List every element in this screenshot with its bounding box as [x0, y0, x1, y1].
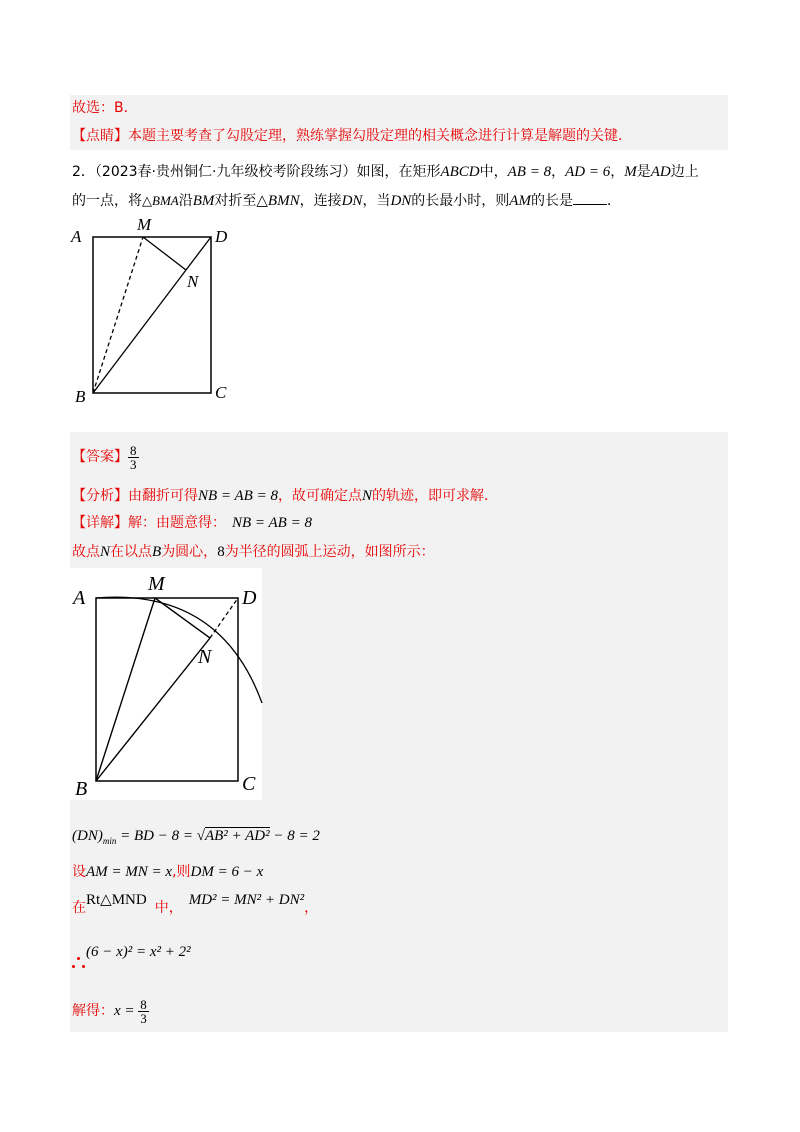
figure-2	[70, 568, 265, 800]
analysis-text: 的轨迹，即可求解．	[371, 488, 498, 504]
question-line-1	[72, 162, 699, 182]
question-text: 对折至	[214, 193, 257, 209]
question-text: ．	[606, 193, 621, 209]
math-ad-eq: AD = 6	[565, 164, 611, 180]
answer-line	[72, 440, 139, 474]
segment-bm	[93, 237, 143, 393]
question-text: ，	[551, 164, 566, 180]
locus-text: 为半径的圆弧上运动，如图所示：	[224, 544, 435, 560]
math-dn: DN	[341, 193, 363, 209]
segment-mn	[143, 237, 186, 270]
locus-text: 在以点	[110, 544, 153, 560]
set-text: 设	[72, 864, 86, 880]
comment-tag: 【点睛】	[72, 128, 128, 144]
in-text: 中，	[154, 900, 183, 916]
math-bd: = BD − 8 =	[116, 828, 197, 844]
detail-line	[72, 513, 312, 533]
solve-numerator: 8	[140, 996, 147, 1012]
math-b: B	[152, 544, 162, 560]
label-b: B	[75, 387, 86, 406]
math-n: N	[100, 544, 111, 560]
question-text: 如图，在矩形	[356, 164, 441, 180]
question-text: 的一点，将	[72, 193, 142, 209]
math-rhs: − 8 = 2	[269, 828, 320, 844]
label-n: N	[187, 272, 199, 291]
set-line	[72, 862, 263, 882]
question-text: 的长最小时，则	[411, 193, 510, 209]
detail-tag: 【详解】	[72, 515, 128, 531]
question-text: ，连接	[299, 193, 342, 209]
math-m: M	[624, 164, 637, 180]
analysis-tag: 【分析】	[72, 488, 128, 504]
math-bm: BM	[192, 193, 215, 209]
question-text: ，当	[362, 193, 391, 209]
in-text: 在	[72, 900, 86, 916]
analysis-text: ，故可确定点	[277, 488, 362, 504]
question-text: 是	[636, 164, 651, 180]
in-text: ，	[304, 900, 319, 916]
math-abcd: ABCD	[440, 164, 480, 180]
math-am: AM	[509, 193, 531, 209]
label-n: N	[198, 646, 212, 668]
therefore-line	[72, 944, 191, 972]
figure-1	[65, 210, 245, 410]
math-pythag: MD² = MN² + DN²	[188, 892, 305, 908]
math-tri-bma: △BMA	[142, 193, 179, 208]
math-8: 8	[217, 544, 225, 560]
label-b: B	[75, 778, 88, 800]
previous-answer-line: 故选：B．	[72, 100, 138, 116]
set-text: ,则	[172, 864, 191, 880]
label-d: D	[215, 227, 228, 246]
label-a: A	[73, 587, 86, 609]
math-radicand: AB² + AD²	[204, 828, 270, 844]
math-n: N	[361, 488, 372, 504]
math-dm-eq: DM = 6 − x	[190, 864, 264, 880]
math-ad: AD	[650, 164, 671, 180]
solve-fraction	[138, 998, 149, 1025]
label-m: M	[137, 215, 152, 234]
math-dn-paren: (DN)	[72, 828, 103, 844]
dn-min-equation	[72, 822, 320, 850]
analysis-line	[72, 486, 498, 506]
label-m: M	[148, 573, 165, 595]
analysis-text: 由翻折可得	[128, 488, 198, 504]
in-triangle-line	[72, 892, 319, 918]
locus-text: 为圆心，	[161, 544, 218, 560]
locus-text: 故点	[72, 544, 100, 560]
question-source: （2023春·贵州铜仁·九年级校考阶段练习）	[94, 164, 357, 180]
detail-text: 解：由题意得：	[128, 515, 226, 531]
math-nb-eq: NB = AB = 8	[232, 515, 312, 531]
question-text: ，	[610, 164, 625, 180]
label-c: C	[242, 773, 256, 795]
answer-denominator: 3	[130, 456, 137, 472]
question-text: 的长是	[530, 193, 573, 209]
question-number: 2．	[72, 164, 95, 180]
segment-nd	[186, 237, 211, 270]
label-d: D	[242, 587, 257, 609]
solve-text: 解得：	[72, 1003, 114, 1019]
locus-line	[72, 542, 435, 562]
answer-fraction	[128, 444, 139, 471]
answer-tag: 【答案】	[72, 449, 128, 465]
math-dn: DN	[390, 193, 412, 209]
answer-numerator: 8	[130, 442, 137, 458]
label-a: A	[71, 227, 82, 246]
math-equation: (6 − x)² = x² + 2²	[86, 944, 191, 960]
therefore-symbol	[72, 957, 86, 971]
question-text: 中，	[479, 164, 508, 180]
math-min-sub: min	[102, 835, 117, 846]
math-x-eq: x =	[114, 1003, 139, 1019]
question-line-2	[72, 190, 621, 211]
comment-line	[72, 126, 632, 146]
sqrt-sign: √	[196, 828, 205, 844]
label-c: C	[215, 383, 227, 402]
math-ab-eq: AB = 8	[507, 164, 552, 180]
solve-denominator: 3	[140, 1010, 147, 1026]
question-text: 边上	[670, 164, 699, 180]
math-nb-eq: NB = AB = 8	[198, 488, 278, 504]
math-rt-mnd: Rt△MND	[86, 892, 147, 908]
math-tri-bmn: △BMN	[256, 193, 300, 209]
question-text: 沿	[178, 193, 193, 209]
math-am-eq: AM = MN = x	[86, 864, 173, 880]
comment-text: 本题主要考查了勾股定理，熟练掌握勾股定理的相关概念进行计算是解题的关键．	[128, 128, 632, 144]
figure-2-background	[70, 568, 262, 800]
answer-blank	[573, 190, 607, 205]
segment-bn	[93, 270, 186, 393]
solve-line	[72, 994, 149, 1028]
